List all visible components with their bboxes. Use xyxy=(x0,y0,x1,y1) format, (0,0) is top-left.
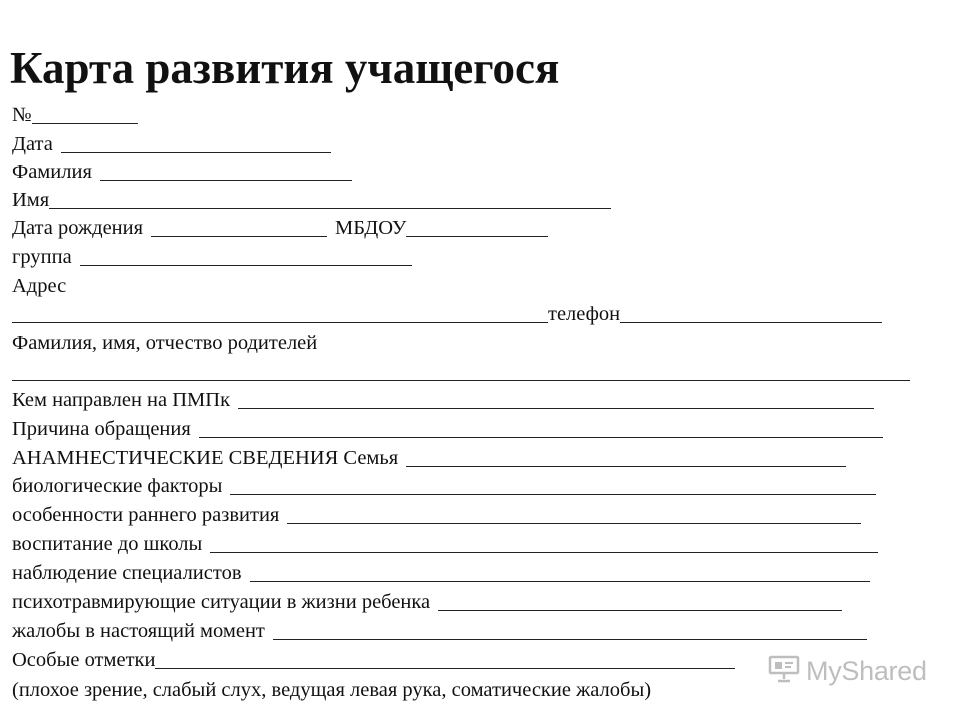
specialists-row xyxy=(12,557,870,585)
specialists-blank[interactable] xyxy=(250,561,870,582)
group-row xyxy=(12,241,412,269)
name-label: Имя xyxy=(12,189,50,211)
parents-row xyxy=(12,327,317,355)
name-blank[interactable] xyxy=(49,188,611,209)
phone-blank[interactable] xyxy=(620,302,882,323)
bio-factors-blank[interactable] xyxy=(230,474,876,495)
number-row xyxy=(12,99,138,127)
trauma-row xyxy=(12,586,842,614)
anamnesis-blank[interactable] xyxy=(406,446,846,467)
address-row xyxy=(12,270,66,298)
number-blank[interactable] xyxy=(32,103,138,124)
pre-school-label: воспитание до школы xyxy=(12,533,203,555)
complaints-row xyxy=(12,615,867,643)
birth-row xyxy=(12,212,548,240)
mbdou-blank[interactable] xyxy=(406,216,548,237)
number-label: № xyxy=(12,104,32,126)
pre-school-row xyxy=(12,528,878,556)
reason-row xyxy=(12,413,883,441)
complaints-label: жалобы в настоящий момент xyxy=(12,620,265,642)
date-label: Дата xyxy=(12,133,53,155)
special-notes-label: Особые отметки xyxy=(12,649,156,671)
referred-row xyxy=(12,384,874,412)
presentation-icon xyxy=(768,655,800,688)
date-row xyxy=(12,128,331,156)
address-blank[interactable] xyxy=(12,302,548,323)
mbdou-label: МБДОУ xyxy=(335,217,407,239)
address-label: Адрес xyxy=(12,275,67,297)
referred-blank[interactable] xyxy=(238,388,874,409)
trauma-blank[interactable] xyxy=(438,590,842,611)
page-title: Карта развития учащегося xyxy=(10,43,560,93)
early-dev-row xyxy=(12,499,861,527)
anamnesis-row xyxy=(12,442,846,470)
surname-label: Фамилия xyxy=(12,161,92,183)
specialists-label: наблюдение специалистов xyxy=(12,562,242,584)
parents-blank[interactable] xyxy=(12,360,910,381)
early-dev-blank[interactable] xyxy=(287,503,861,524)
address-phone-row xyxy=(12,298,882,326)
early-dev-label: особенности раннего развития xyxy=(12,504,280,526)
reason-blank[interactable] xyxy=(199,417,883,438)
referred-label: Кем направлен на ПМПк xyxy=(12,389,231,411)
trauma-label: психотравмирующие ситуации в жизни ребенка xyxy=(12,591,431,613)
special-notes-blank[interactable] xyxy=(155,648,735,669)
date-blank[interactable] xyxy=(61,132,331,153)
birth-date-blank[interactable] xyxy=(151,216,327,237)
watermark-text: MyShared xyxy=(806,656,927,686)
birth-date-label: Дата рождения xyxy=(12,217,144,239)
complaints-blank[interactable] xyxy=(273,619,867,640)
group-blank[interactable] xyxy=(80,245,412,266)
pre-school-blank[interactable] xyxy=(210,532,878,553)
parents-label: Фамилия, имя, отчество родителей xyxy=(12,332,318,354)
reason-label: Причина обращения xyxy=(12,418,191,440)
phone-label: телефон xyxy=(548,303,621,325)
bio-factors-row xyxy=(12,470,876,498)
surname-row xyxy=(12,156,352,184)
surname-blank[interactable] xyxy=(100,160,352,181)
anamnesis-label: АНАМНЕСТИЧЕСКИЕ СВЕДЕНИЯ Семья xyxy=(12,447,399,469)
parents-blank-row xyxy=(12,356,910,384)
watermark xyxy=(768,655,927,688)
special-notes-hint-row xyxy=(12,674,651,702)
special-notes-row xyxy=(12,644,735,672)
special-notes-hint: (плохое зрение, слабый слух, ведущая левая рука, соматические жалобы) xyxy=(12,679,652,701)
name-row xyxy=(12,184,611,212)
bio-factors-label: биологические факторы xyxy=(12,475,223,497)
group-label: группа xyxy=(12,246,72,268)
